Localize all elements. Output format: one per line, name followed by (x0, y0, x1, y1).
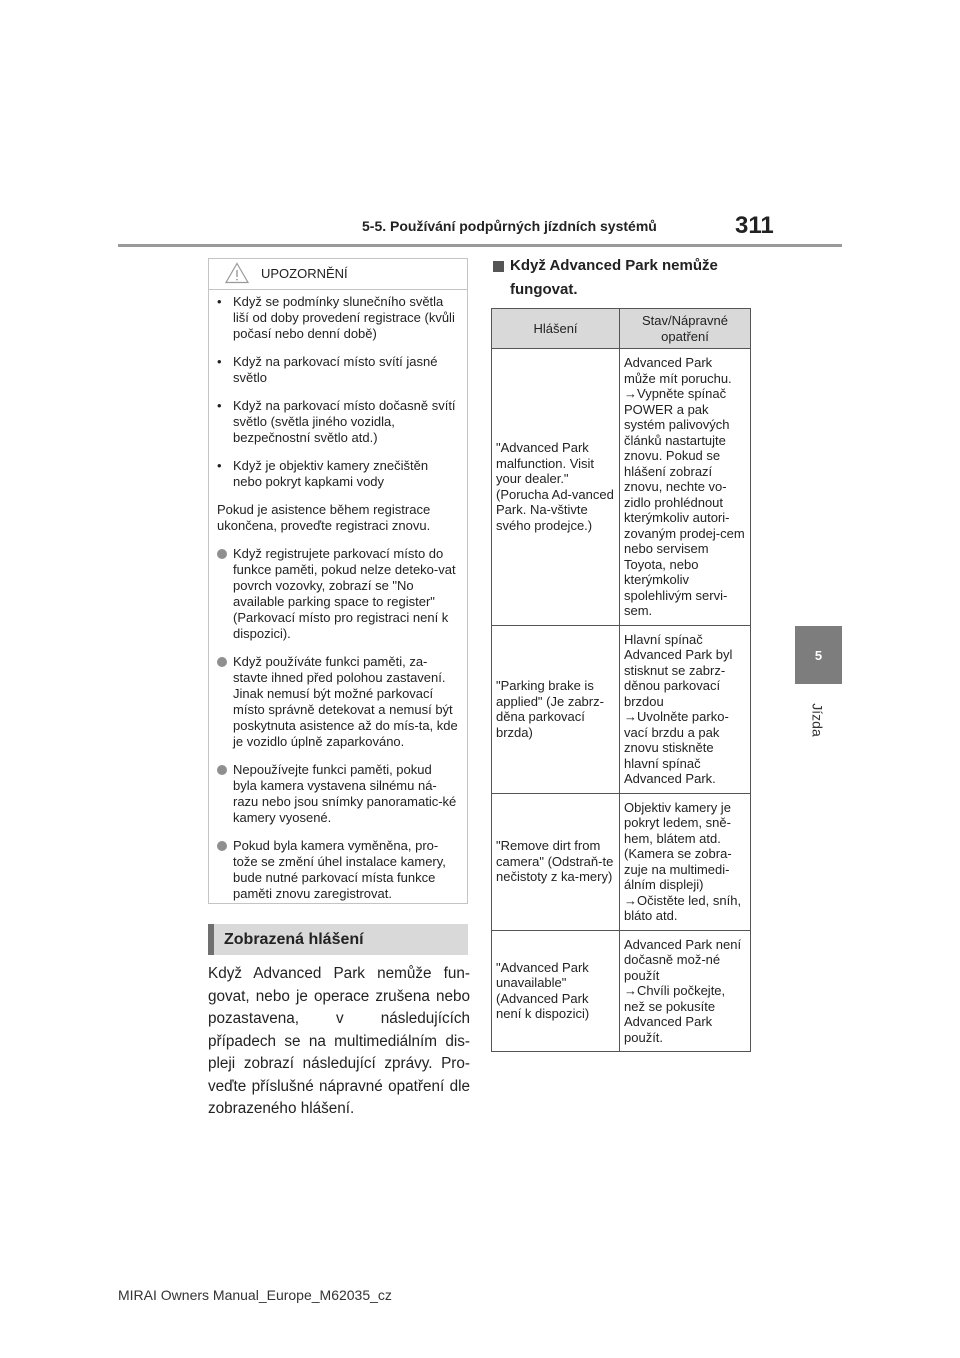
action-text (624, 386, 746, 619)
arrow-right-icon: → (624, 892, 637, 908)
bullet-mark: • (217, 398, 222, 413)
arrow-right-icon: → (624, 709, 637, 724)
page-number: 311 (735, 212, 774, 239)
warning-dot-text: Pokud byla kamera vyměněna, pro-tože se změní úhel instalace kamery, bude nutné parkovací místa funkce paměti znovu zaregistrovat. (233, 838, 446, 901)
messages-table (491, 308, 751, 1052)
chapter-tab (795, 626, 842, 684)
warning-triangle-icon (225, 262, 249, 284)
dot-bullet-icon (217, 841, 227, 851)
section-heading: Zobrazená hlášení (208, 924, 468, 955)
warning-box (208, 258, 468, 904)
warning-bullet-text: Když je objektiv kamery znečištěn nebo pokryt kapkami vody (233, 458, 429, 489)
warning-dot-item (217, 838, 459, 902)
dot-bullet-icon (217, 765, 227, 775)
subsection-heading: Když Advanced Park nemůže fungovat. (510, 257, 718, 298)
bullet-mark: • (217, 294, 222, 309)
warning-title-row (209, 259, 467, 290)
table-row (492, 625, 751, 793)
bullet-mark: • (217, 354, 222, 369)
warning-bullet-text: Když na parkovací místo svítí jasné světlo (233, 354, 438, 385)
status-cell (620, 349, 751, 626)
warning-dot-item (217, 654, 459, 750)
warning-bullet-text: Když se podmínky slunečního světla liší od doby provedení registrace (kvůli počasí nebo denní době) (233, 294, 455, 341)
dot-bullet-icon (217, 657, 227, 667)
table-row (492, 349, 751, 626)
dot-bullet-icon (217, 549, 227, 559)
footer-manual-name: MIRAI Owners Manual_Europe_M62035_cz (118, 1287, 392, 1303)
bullet-mark: • (217, 458, 222, 473)
warning-bullet (217, 354, 459, 386)
column-header-status: Stav/Nápravné opatření (620, 309, 751, 349)
warning-bullet (217, 458, 459, 490)
status-text: Advanced Park není dočasně mož-né použít (624, 936, 742, 983)
column-header-message: Hlášení (492, 309, 620, 349)
table-row (492, 930, 751, 1052)
action-label: Vypněte spínač POWER a pak systém palivových článků nastartujte znovu. Pokud se hlášení zobrazí znovu, nechte vo-zidlo prohlédnout kterýmkoliv autori-zovaným prodej-cem nebo servisem Toyota, nebo kterýmkoliv spolehlivým servi-sem. (624, 386, 745, 618)
message-cell: "Advanced Park malfunction. Visit your dealer." (Porucha Ad-vanced Park. Na-vštivte svého prodejce.) (492, 349, 620, 626)
warning-bullet (217, 398, 459, 446)
arrow-right-icon: → (624, 386, 637, 401)
chapter-label (796, 700, 840, 740)
warning-bullet-text: Když na parkovací místo dočasně svítí světlo (světla jiného vozidla, bezpečnostní světlo atd.) (233, 398, 456, 445)
status-text: Hlavní spínač Advanced Park byl stisknut se zabrz-děnou parkovací brzdou (624, 631, 733, 709)
warning-dot-item (217, 762, 459, 826)
header-rule (118, 244, 842, 247)
status-text: Advanced Park může mít poruchu. (624, 355, 732, 386)
table-row (492, 793, 751, 930)
action-text (624, 983, 746, 1045)
status-cell (620, 793, 751, 930)
square-bullet-icon (493, 261, 504, 272)
action-text (624, 709, 746, 787)
chapter-number: 5 (814, 647, 823, 663)
table-header-row (492, 309, 751, 349)
status-cell (620, 625, 751, 793)
warning-paragraph: Pokud je asistence během registrace ukončena, proveďte registraci znovu. (217, 502, 431, 533)
arrow-right-icon: → (624, 983, 637, 998)
message-cell: "Remove dirt from camera" (Odstraň-te nečistoty z ka-mery) (492, 793, 620, 930)
section-paragraph: Když Advanced Park nemůže fun-govat, nebo je operace zrušena nebo pozastavena, v následujících případech se na multimediálním dis-pleji zobrazí následující zprávy. Pro-veďte příslušné nápravné opatření dle zobrazeného hlášení. (208, 965, 470, 1117)
section-title: 5-5. Používání podpůrných jízdních systémů (362, 218, 657, 234)
message-cell: "Advanced Park unavailable" (Advanced Park není k dispozici) (492, 930, 620, 1052)
action-text (624, 893, 746, 924)
warning-dot-text: Nepoužívejte funkci paměti, pokud byla kamera vystavena silnému ná-razu nebo jsou snímky panoramatic-ké kamery vyosené. (233, 762, 457, 825)
status-cell (620, 930, 751, 1052)
warning-bullet (217, 294, 459, 342)
message-cell: "Parking brake is applied" (Je zabrz-děna parkovací brzda) (492, 625, 620, 793)
status-text: Objektiv kamery je pokryt ledem, sně-hem, blátem atd. (Kamera se zobra-zuje na multimedi-álním displeji) (624, 799, 732, 892)
warning-body (209, 290, 467, 902)
action-label: Očistěte led, sníh, bláto atd. (624, 892, 742, 923)
warning-dot-item (217, 546, 459, 642)
action-label: Uvolněte parko-vací brzdu a pak znovu stiskněte hlavní spínač Advanced Park. (624, 709, 729, 786)
warning-dot-text: Když registrujete parkovací místo do funkce paměti, pokud nelze deteko-vat povrch vozovky, zobrazí se "No available parking space to register" (Parkovací místo pro registraci není k dispozici). (233, 546, 456, 641)
warning-dot-text: Když používáte funkci paměti, za-stavte ihned před polohou zastavení. Jinak nemusí být možné parkovací místo správně detekovat a nemusí být poskytnuta asistence až do mís-ta, kde je vozidlo úplně zaparkováno. (233, 654, 458, 749)
action-label: Chvíli počkejte, než se pokusíte Advanced Park použít. (624, 983, 726, 1045)
chapter-label-text: Jízda (810, 703, 826, 737)
warning-title: UPOZORNĚNÍ (261, 266, 348, 281)
